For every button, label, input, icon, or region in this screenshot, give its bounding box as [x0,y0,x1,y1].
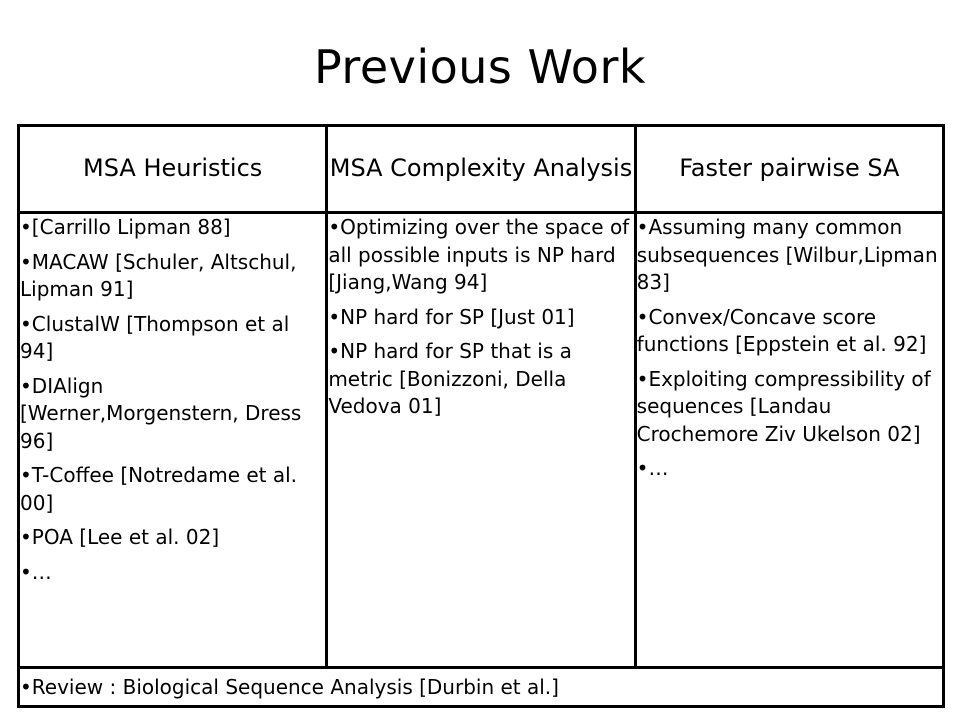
header-faster-pairwise: Faster pairwise SA [635,126,943,213]
previous-work-table [17,124,945,708]
list-item: • DIAlign [Werner,Morgenstern, Dress 96] [20,373,325,456]
complexity-list [328,214,633,421]
header-msa-complexity: MSA Complexity Analysis [327,126,635,213]
header-row [19,126,944,213]
column-msa-complexity [327,213,635,668]
list-item: • ClustalW [Thompson et al 94] [20,311,325,366]
list-item: • Optimizing over the space of all possible inputs is NP hard [Jiang,Wang 94] [328,214,633,297]
list-item: • [Carrillo Lipman 88] [20,214,325,242]
slide-title: Previous Work [313,40,646,94]
list-item: • Assuming many common subsequences [Wilbur,Lipman 83] [637,214,942,297]
content-row [19,213,944,668]
header-msa-heuristics: MSA Heuristics [19,126,327,213]
list-item: • NP hard for SP [Just 01] [328,304,633,332]
list-item: • T-Coffee [Notredame et al. 00] [20,462,325,517]
list-item: • Exploiting compressibility of sequences [Landau Crochemore Ziv Ukelson 02] [637,366,942,449]
review-text: • Review : Biological Sequence Analysis [Durbin et al.] [20,675,559,699]
column-msa-heuristics [19,213,327,668]
pairwise-list [637,214,942,483]
footer-row [19,668,944,707]
list-item: • Convex/Concave score functions [Eppstein et al. 92] [637,304,942,359]
list-item: • POA [Lee et al. 02] [20,524,325,552]
list-item: • … [20,559,325,587]
heuristics-list [20,214,325,586]
list-item: • MACAW [Schuler, Altschul, Lipman 91] [20,249,325,304]
column-faster-pairwise [635,213,943,668]
review-reference [19,668,944,707]
list-item: • NP hard for SP that is a metric [Bonizzoni, Della Vedova 01] [328,338,633,421]
list-item: • … [637,455,942,483]
